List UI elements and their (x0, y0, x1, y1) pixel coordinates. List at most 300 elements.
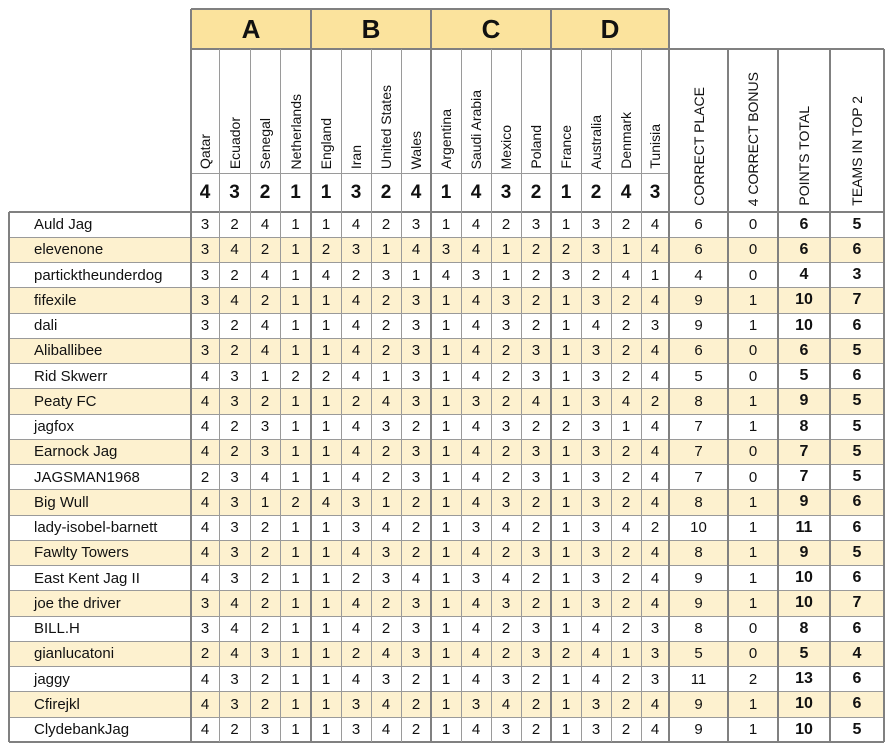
pick-cell: 1 (291, 266, 300, 284)
pick-cell: 3 (650, 670, 660, 688)
pick-cell: 2 (260, 569, 270, 587)
pick-cell: 2 (260, 670, 270, 688)
pick-cell: 1 (291, 342, 300, 360)
pick-cell: 1 (291, 670, 300, 688)
pick-cell: 1 (561, 443, 571, 461)
pick-cell: 3 (471, 266, 481, 284)
pick-cell: 1 (321, 721, 331, 739)
pick-cell: 4 (200, 519, 210, 537)
actual-position: 1 (440, 182, 452, 203)
actual-position: 2 (259, 182, 271, 203)
pick-cell: 4 (650, 695, 660, 713)
stat-cell: 9 (694, 317, 703, 335)
pick-cell: 2 (230, 443, 239, 461)
stat-cell: 6 (694, 241, 703, 259)
pick-cell: 1 (441, 468, 451, 486)
pick-cell: 1 (621, 241, 631, 259)
team-header (461, 49, 491, 169)
pick-cell: 1 (321, 569, 331, 587)
team-header (371, 49, 401, 169)
pick-cell: 3 (230, 519, 239, 537)
pick-cell: 3 (411, 620, 421, 638)
group-header-a: A (191, 9, 311, 49)
stat-cell: 6 (852, 367, 862, 385)
pick-cell: 1 (321, 645, 331, 663)
summary-header-label: TEAMS IN TOP 2 (849, 96, 865, 206)
pick-cell: 3 (501, 418, 511, 436)
grid-line (9, 338, 884, 339)
pick-cell: 3 (351, 519, 361, 537)
stat-cell: 13 (795, 670, 813, 688)
stat-cell: 5 (799, 644, 809, 662)
pick-cell: 1 (501, 266, 511, 284)
pick-cell: 2 (351, 266, 361, 284)
grid-line (9, 691, 884, 692)
pick-cell: 4 (650, 493, 660, 511)
pick-cell: 3 (381, 418, 391, 436)
pick-cell: 3 (591, 216, 601, 234)
stat-cell: 1 (748, 544, 758, 562)
pick-cell: 2 (230, 216, 239, 234)
grid-line (310, 9, 312, 742)
player-name: jaggy (34, 670, 70, 688)
stat-cell: 10 (690, 519, 707, 537)
stat-cell: 10 (795, 720, 813, 738)
pick-cell: 1 (561, 620, 571, 638)
stat-cell: 1 (748, 519, 758, 537)
pick-cell: 2 (381, 594, 391, 612)
stat-cell: 8 (694, 544, 703, 562)
actual-position: 4 (470, 182, 482, 203)
pick-cell: 2 (621, 468, 631, 486)
player-name: jagfox (34, 418, 75, 436)
pick-cell: 1 (441, 291, 451, 309)
stat-cell: 5 (852, 417, 862, 435)
pick-cell: 2 (621, 342, 631, 360)
pick-cell: 1 (381, 367, 391, 385)
pick-cell: 4 (591, 317, 601, 335)
pick-cell: 1 (291, 620, 300, 638)
pick-cell: 4 (471, 241, 481, 259)
pick-cell: 1 (291, 695, 300, 713)
pick-cell: 1 (441, 695, 451, 713)
team-name: Qatar (197, 133, 213, 169)
stat-cell: 8 (694, 392, 703, 410)
stat-cell: 4 (694, 266, 703, 284)
player-name: dali (34, 317, 58, 335)
pick-cell: 1 (561, 569, 571, 587)
grid-line (341, 49, 342, 742)
pick-cell: 3 (501, 670, 511, 688)
pick-cell: 2 (531, 519, 541, 537)
pick-cell: 4 (621, 266, 631, 284)
player-name: Peaty FC (34, 392, 97, 410)
stat-cell: 9 (694, 721, 703, 739)
pick-cell: 3 (591, 569, 601, 587)
team-header (250, 49, 280, 169)
pick-cell: 1 (321, 216, 331, 234)
grid-line (8, 212, 10, 742)
pick-cell: 1 (291, 216, 300, 234)
pick-cell: 2 (621, 317, 631, 335)
pick-cell: 2 (650, 519, 660, 537)
grid-line (9, 211, 884, 213)
grid-line (9, 590, 884, 591)
grid-line (491, 49, 492, 742)
pick-cell: 1 (321, 544, 331, 562)
pick-cell: 4 (200, 695, 210, 713)
pick-cell: 1 (441, 721, 451, 739)
pick-cell: 2 (621, 594, 631, 612)
actual-position: 4 (620, 182, 632, 203)
pick-cell: 3 (591, 443, 601, 461)
pick-cell: 3 (531, 367, 541, 385)
stat-cell: 4 (852, 644, 862, 662)
pick-cell: 1 (441, 620, 451, 638)
stat-cell: 7 (799, 442, 809, 460)
player-name: BILL.H (34, 620, 80, 638)
team-header (431, 49, 461, 169)
pick-cell: 3 (591, 418, 601, 436)
stat-cell: 6 (852, 695, 862, 713)
pick-cell: 2 (381, 216, 391, 234)
stat-cell: 1 (748, 317, 758, 335)
pick-cell: 3 (531, 342, 541, 360)
pick-cell: 1 (441, 493, 451, 511)
stat-cell: 3 (852, 266, 862, 284)
pick-cell: 3 (501, 721, 511, 739)
actual-position: 4 (199, 182, 211, 203)
pick-cell: 1 (561, 721, 571, 739)
stat-cell: 7 (799, 468, 809, 486)
pick-cell: 2 (411, 418, 421, 436)
team-header (581, 49, 611, 169)
stat-cell: 6 (694, 216, 703, 234)
pick-cell: 2 (501, 392, 511, 410)
pick-cell: 4 (591, 620, 601, 638)
pick-cell: 3 (471, 519, 481, 537)
pick-cell: 2 (291, 367, 300, 385)
pick-cell: 2 (381, 620, 391, 638)
pick-cell: 4 (381, 392, 391, 410)
pick-cell: 2 (621, 544, 631, 562)
grid-line (371, 49, 372, 742)
grid-line (550, 9, 552, 742)
pick-cell: 2 (531, 241, 541, 259)
pick-cell: 3 (471, 695, 481, 713)
team-header (341, 49, 371, 169)
pick-cell: 4 (501, 569, 511, 587)
pick-cell: 1 (441, 392, 451, 410)
pick-cell: 1 (321, 695, 331, 713)
pick-cell: 3 (230, 392, 239, 410)
stat-cell: 6 (852, 316, 862, 334)
stat-cell: 9 (694, 594, 703, 612)
summary-header (830, 9, 884, 206)
player-name: joe the driver (34, 594, 121, 612)
pick-cell: 4 (351, 544, 361, 562)
stat-cell: 1 (748, 569, 758, 587)
pick-cell: 2 (621, 569, 631, 587)
pick-cell: 3 (351, 493, 361, 511)
pick-cell: 3 (501, 317, 511, 335)
pick-cell: 1 (561, 342, 571, 360)
pick-cell: 2 (501, 645, 511, 663)
pick-cell: 4 (351, 367, 361, 385)
pick-cell: 4 (531, 392, 541, 410)
pick-cell: 2 (501, 443, 511, 461)
pick-cell: 3 (200, 620, 210, 638)
stat-cell: 0 (748, 342, 758, 360)
team-header (491, 49, 521, 169)
pick-cell: 4 (621, 519, 631, 537)
pick-cell: 2 (501, 544, 511, 562)
pick-cell: 4 (650, 342, 660, 360)
stat-cell: 5 (852, 720, 862, 738)
pick-cell: 1 (291, 291, 300, 309)
pick-cell: 2 (531, 670, 541, 688)
grid-line (9, 717, 884, 718)
pick-cell: 2 (230, 342, 239, 360)
stat-cell: 9 (694, 291, 703, 309)
pick-cell: 1 (291, 544, 300, 562)
team-name: Senegal (257, 117, 273, 169)
grid-line (829, 49, 831, 742)
pick-cell: 1 (441, 342, 451, 360)
pick-cell: 2 (501, 620, 511, 638)
pick-cell: 4 (351, 620, 361, 638)
grid-line (250, 49, 251, 742)
pick-cell: 3 (411, 443, 421, 461)
pick-cell: 4 (381, 645, 391, 663)
pick-cell: 2 (621, 443, 631, 461)
player-name: Big Wull (34, 493, 89, 511)
pick-cell: 4 (200, 392, 210, 410)
pick-cell: 4 (260, 468, 270, 486)
stat-cell: 7 (694, 443, 703, 461)
pick-cell: 4 (471, 544, 481, 562)
stat-cell: 6 (799, 215, 809, 233)
pick-cell: 2 (561, 418, 571, 436)
pick-cell: 4 (200, 367, 210, 385)
pick-cell: 2 (621, 721, 631, 739)
stat-cell: 0 (748, 266, 758, 284)
pick-cell: 1 (291, 418, 300, 436)
actual-position: 1 (560, 182, 572, 203)
pick-cell: 1 (441, 443, 451, 461)
stat-cell: 10 (795, 316, 813, 334)
pick-cell: 2 (381, 468, 391, 486)
pick-cell: 4 (351, 468, 361, 486)
actual-position: 4 (410, 182, 422, 203)
pick-cell: 4 (411, 241, 421, 259)
pick-cell: 4 (200, 670, 210, 688)
pick-cell: 2 (501, 367, 511, 385)
grid-line (9, 262, 884, 263)
pick-cell: 2 (200, 645, 210, 663)
team-name: United States (378, 84, 394, 169)
pick-cell: 2 (381, 317, 391, 335)
pick-cell: 1 (441, 645, 451, 663)
player-name: Auld Jag (34, 216, 93, 234)
pick-cell: 1 (561, 493, 571, 511)
pick-cell: 1 (291, 721, 300, 739)
pick-cell: 2 (531, 695, 541, 713)
grid-line (9, 565, 884, 566)
pick-cell: 2 (650, 392, 660, 410)
summary-header-label: POINTS TOTAL (796, 106, 812, 206)
grid-line (9, 515, 884, 516)
pick-cell: 4 (471, 367, 481, 385)
pick-cell: 2 (351, 645, 361, 663)
stat-cell: 6 (852, 670, 862, 688)
stat-cell: 1 (748, 418, 758, 436)
pick-cell: 4 (230, 241, 239, 259)
grid-line (727, 49, 729, 742)
pick-cell: 1 (321, 443, 331, 461)
grid-line (611, 49, 612, 742)
pick-cell: 3 (591, 544, 601, 562)
pick-cell: 1 (561, 367, 571, 385)
pick-cell: 3 (200, 594, 210, 612)
pick-cell: 2 (260, 544, 270, 562)
grid-line (521, 49, 522, 742)
grid-line (668, 9, 670, 742)
pick-cell: 4 (650, 569, 660, 587)
team-header (311, 49, 341, 169)
pick-cell: 3 (381, 569, 391, 587)
pick-cell: 4 (471, 342, 481, 360)
stat-cell: 6 (852, 619, 862, 637)
stat-cell: 7 (852, 594, 862, 612)
team-header (551, 49, 581, 169)
grid-line (9, 388, 884, 389)
pick-cell: 1 (291, 317, 300, 335)
pick-cell: 2 (621, 216, 631, 234)
pick-cell: 1 (621, 645, 631, 663)
pick-cell: 3 (230, 670, 239, 688)
pick-cell: 3 (531, 216, 541, 234)
grid-line (9, 287, 884, 288)
player-name: elevenone (34, 241, 104, 259)
pick-cell: 4 (351, 670, 361, 688)
pick-cell: 4 (650, 216, 660, 234)
pick-cell: 2 (531, 418, 541, 436)
pick-cell: 1 (441, 519, 451, 537)
pick-cell: 4 (621, 392, 631, 410)
pick-cell: 2 (531, 594, 541, 612)
stat-cell: 8 (799, 619, 809, 637)
pick-cell: 3 (260, 418, 270, 436)
grid-line (9, 363, 884, 364)
pick-cell: 1 (291, 392, 300, 410)
team-header (521, 49, 551, 169)
pick-cell: 3 (591, 695, 601, 713)
team-header (611, 49, 641, 169)
player-name: East Kent Jag II (34, 569, 140, 587)
player-name: JAGSMAN1968 (34, 468, 140, 486)
pick-cell: 3 (411, 645, 421, 663)
stat-cell: 0 (748, 645, 758, 663)
pick-cell: 4 (650, 544, 660, 562)
pick-cell: 1 (291, 569, 300, 587)
pick-cell: 4 (351, 317, 361, 335)
pick-cell: 4 (501, 695, 511, 713)
team-name: Argentina (438, 109, 454, 169)
pick-cell: 1 (291, 241, 300, 259)
pick-cell: 2 (621, 695, 631, 713)
pick-cell: 3 (471, 392, 481, 410)
pick-cell: 4 (230, 594, 239, 612)
pick-cell: 2 (260, 392, 270, 410)
pick-cell: 4 (471, 418, 481, 436)
pick-cell: 3 (591, 594, 601, 612)
pick-cell: 3 (381, 670, 391, 688)
pick-cell: 4 (351, 342, 361, 360)
pick-cell: 3 (411, 468, 421, 486)
pick-cell: 1 (321, 317, 331, 335)
pick-cell: 2 (531, 317, 541, 335)
pick-cell: 4 (471, 291, 481, 309)
pick-cell: 1 (260, 367, 270, 385)
pick-cell: 1 (291, 443, 300, 461)
team-name: Australia (588, 114, 604, 169)
stat-cell: 5 (852, 442, 862, 460)
pick-cell: 4 (260, 317, 270, 335)
pick-cell: 1 (561, 468, 571, 486)
pick-cell: 2 (531, 266, 541, 284)
pick-cell: 2 (291, 493, 300, 511)
grid-line (9, 489, 884, 490)
team-name: England (318, 117, 334, 169)
pick-cell: 1 (321, 342, 331, 360)
stat-cell: 1 (748, 291, 758, 309)
pick-cell: 1 (321, 594, 331, 612)
pick-cell: 4 (230, 620, 239, 638)
pick-cell: 1 (441, 367, 451, 385)
pick-cell: 3 (531, 620, 541, 638)
pick-cell: 3 (411, 392, 421, 410)
stat-cell: 6 (852, 493, 862, 511)
grid-line (430, 9, 432, 742)
pick-cell: 4 (260, 342, 270, 360)
team-name: Wales (408, 130, 424, 169)
pick-cell: 4 (650, 291, 660, 309)
grid-line (9, 464, 884, 465)
pick-cell: 1 (411, 266, 421, 284)
pick-cell: 1 (561, 291, 571, 309)
stat-cell: 0 (748, 241, 758, 259)
pick-cell: 3 (411, 342, 421, 360)
player-name: lady-isobel-barnett (34, 519, 158, 537)
pick-cell: 4 (650, 721, 660, 739)
pick-cell: 4 (351, 594, 361, 612)
pick-cell: 2 (531, 569, 541, 587)
stat-cell: 2 (748, 670, 758, 688)
player-name: Earnock Jag (34, 443, 118, 461)
pick-cell: 1 (321, 468, 331, 486)
pick-cell: 3 (471, 569, 481, 587)
group-header-d: D (551, 9, 669, 49)
pick-cell: 4 (200, 569, 210, 587)
team-header (191, 49, 219, 169)
pick-cell: 3 (260, 645, 270, 663)
stat-cell: 6 (799, 240, 809, 258)
pick-cell: 3 (200, 317, 210, 335)
pick-cell: 2 (230, 317, 239, 335)
pick-cell: 3 (501, 594, 511, 612)
stat-cell: 8 (694, 620, 703, 638)
